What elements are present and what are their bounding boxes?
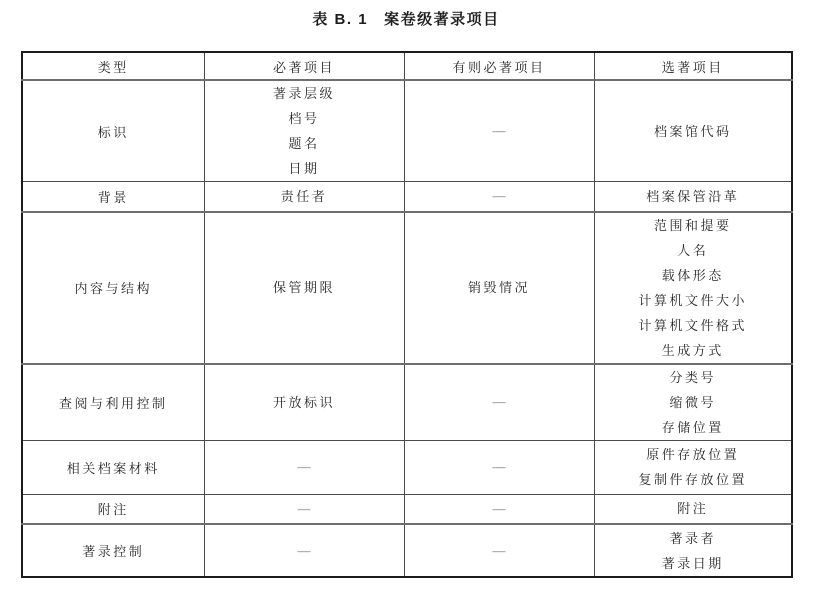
cell-line: 销毁情况	[467, 280, 530, 295]
cell-conditional	[404, 440, 594, 494]
cell-conditional	[404, 524, 594, 577]
cell-required	[204, 182, 404, 212]
cell-conditional	[404, 494, 594, 524]
cell-conditional	[404, 212, 594, 364]
cell-required	[204, 364, 404, 441]
cell-line: 保管期限	[272, 280, 335, 295]
cell-line: 计算机文件格式	[638, 317, 747, 333]
cell-type: 附注	[22, 494, 204, 524]
cell-line: 日期	[288, 161, 320, 176]
cell-line: 范围和提要	[653, 217, 732, 233]
description-items-table	[21, 51, 793, 578]
header-type: 类型	[22, 52, 204, 80]
cell-type: 内容与结构	[22, 212, 204, 364]
cell-line: 生成方式	[661, 342, 724, 358]
cell-type: 标识	[22, 80, 204, 182]
cell-optional	[594, 182, 792, 212]
cell-conditional	[404, 364, 594, 441]
em-dash: —	[492, 542, 506, 558]
cell-line: 人名	[677, 242, 709, 258]
page-title	[0, 8, 812, 29]
cell-optional	[594, 212, 792, 364]
cell-optional	[594, 440, 792, 494]
cell-type: 背景	[22, 182, 204, 212]
em-dash: —	[297, 542, 311, 558]
cell-required	[204, 494, 404, 524]
cell-line: 开放标识	[272, 394, 335, 410]
cell-line: 复制件存放位置	[638, 472, 747, 487]
cell-line: 档案保管沿革	[646, 188, 740, 204]
cell-line: 分类号	[669, 369, 716, 385]
table-header-row	[22, 52, 792, 80]
table-number: 表 B. 1	[312, 11, 369, 28]
cell-optional	[594, 494, 792, 524]
cell-required	[204, 212, 404, 364]
table-row	[22, 182, 792, 212]
header-required: 必著项目	[204, 52, 404, 80]
cell-conditional	[404, 80, 594, 182]
cell-optional	[594, 364, 792, 441]
table-row	[22, 524, 792, 577]
em-dash: —	[492, 500, 506, 516]
cell-type: 查阅与利用控制	[22, 364, 204, 441]
table-row	[22, 440, 792, 494]
em-dash: —	[297, 459, 311, 474]
header-conditional: 有则必著项目	[404, 52, 594, 80]
cell-line: 著录日期	[661, 555, 724, 571]
cell-line: 载体形态	[661, 267, 724, 283]
cell-required	[204, 524, 404, 577]
header-optional: 选著项目	[594, 52, 792, 80]
cell-line: 计算机文件大小	[638, 292, 747, 308]
table-row	[22, 364, 792, 441]
cell-line: 原件存放位置	[646, 447, 740, 462]
em-dash: —	[492, 394, 506, 409]
cell-line: 题名	[288, 136, 320, 151]
em-dash: —	[492, 188, 506, 204]
cell-optional	[594, 80, 792, 182]
table-title-text: 案卷级著录项目	[384, 11, 500, 28]
cell-required	[204, 80, 404, 182]
cell-line: 档号	[288, 111, 320, 126]
table-row	[22, 212, 792, 364]
cell-optional	[594, 524, 792, 577]
em-dash: —	[492, 459, 506, 474]
table-row	[22, 80, 792, 182]
cell-line: 缩微号	[669, 394, 716, 410]
cell-line: 著录层级	[272, 86, 335, 101]
cell-line: 档案馆代码	[653, 123, 732, 139]
cell-type: 相关档案材料	[22, 440, 204, 494]
cell-type: 著录控制	[22, 524, 204, 577]
cell-required	[204, 440, 404, 494]
cell-line: 存储位置	[661, 419, 724, 435]
cell-line: 责任者	[280, 188, 328, 204]
em-dash: —	[297, 500, 311, 516]
cell-conditional	[404, 182, 594, 212]
cell-line: 附注	[677, 501, 709, 517]
em-dash: —	[492, 123, 506, 138]
table-row	[22, 494, 792, 524]
cell-line: 著录者	[669, 530, 716, 546]
